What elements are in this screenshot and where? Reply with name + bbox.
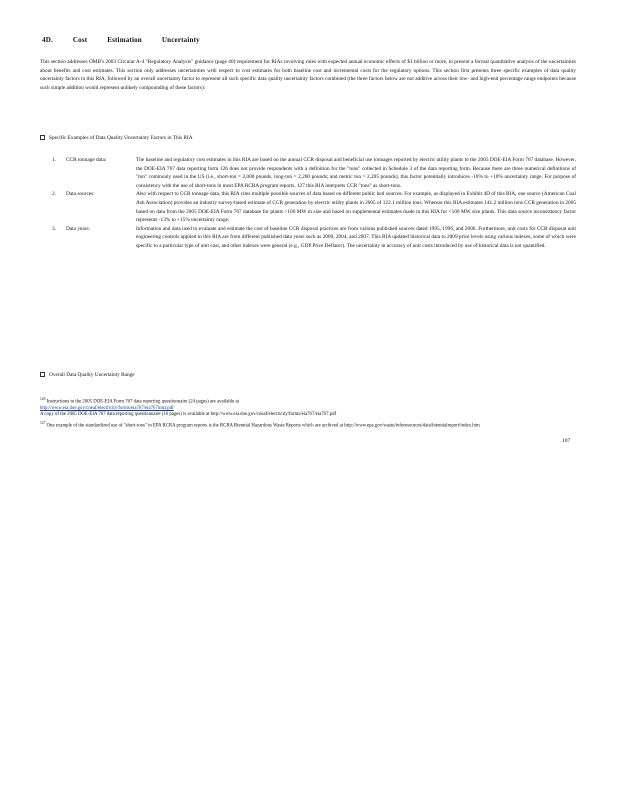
footnote-126: [40, 396, 576, 412]
list-item-number: 2.: [52, 191, 56, 198]
section-title-word-3: Uncertainty: [161, 36, 200, 44]
footnote-mark: 126: [40, 397, 46, 401]
list-item: [52, 225, 576, 251]
list-item-number: 1.: [52, 157, 56, 163]
footnote-continuation: [40, 412, 576, 418]
list-item-label: Data years:: [66, 225, 90, 232]
checkbox-bullet-icon: [40, 372, 45, 377]
list-item: [52, 190, 576, 224]
list-item-text: Information and data used to evaluate and estimate the cost of baseline CCR disposal practices are from various published sources dated 1995, 1996, and 2006. Furthermore, unit costs for CCR disposal unit engineering controls applied in this RIA are from different published data years such as 2000, 2004, and 2007. This RIA updated historical data to 2009 price levels using various indexes, some of which were specific to a particular type of unit cost, and other indexes were general (e.g., GDP Price Deflator). The uncertainty in accuracy of unit costs introduced by use of historical data is not quantified.: [136, 225, 576, 249]
subheading-overall-text: Overall Data Quality Uncertainty Range: [49, 372, 135, 378]
footnote-mark: 127: [40, 421, 46, 425]
page-number: 107: [562, 438, 571, 444]
uncertainty-factor-list: [52, 156, 576, 251]
section-title-word-2: Estimation: [107, 36, 142, 44]
list-item: [52, 156, 576, 190]
footnote-text: A copy of the 2005 DOE-EIA 767 data reporting questionnaire (16 pages) is available at http://www.eia.doe.gov/cneaf/electricity/forms/eia767/eia767.pdf: [40, 412, 337, 417]
list-item-label: CCR tonnage data:: [66, 157, 107, 163]
footnote-text: One example of the standardized use of "short-tons" in EPA RCRA program reports is the RCRA Biennial Hazardous Waste Reports which are archived at http://www.epa.gov/waste/inforesources/data/biennialreport/index.htm: [46, 423, 480, 429]
subheading-specific-text: Specific Examples of Data Quality Uncertainty Factors in This RIA: [49, 135, 193, 141]
footnote-text: Instructions to the 2005 DOE-EIA Form 767 data reporting questionnaire (24 pages) are available at: [46, 399, 239, 405]
list-item-number: 3.: [52, 225, 56, 232]
checkbox-bullet-icon: [40, 135, 45, 140]
list-item-text: Also with respect to CCR tonnage data, this RIA cites multiple possible sources of data based on different public hed sources. For example, as displayed in Exhibit 4D of this RIA, one source (American Coal Ash Association) provides an industry survey-based estimate of CCR generation by electric utility plants in 2005 of 122.1 million tons. Whereas this RIA estimates 141.2 million tons CCR generation in 2005 based on data from the 2005 DOE-EIA Form 767 database for plants >100 MW in size and based on supplemental estimates made in this RIA for <100 MW size plants. This data source inconsistency factor represents -13% to +15% uncertainty range.: [136, 191, 576, 224]
section-heading: [42, 36, 218, 44]
subheading-overall-range: [40, 372, 135, 378]
section-title-word-1: Cost: [72, 36, 88, 44]
section-number: 4D.: [42, 36, 53, 44]
subheading-specific-examples: [40, 135, 193, 141]
list-item-label: Data sources:: [66, 191, 95, 198]
footnote-link[interactable]: http://www.eia.doe.gov/cneaf/electricity/forms/eia767/eia767instr.pdf: [40, 405, 174, 411]
list-item-text: The baseline and regulatory cost estimates in this RIA are based on the annual CCR disposal and beneficial use tonnages reported by electric utility plants to the 2005 DOE-EIA Form 767 database. However, the DOE-EIA 767 data reporting form 126 does not provide respondents with a definition for the "tons" collected in Schedule 3 of the data reporting form. Because there are three numerical definitions of "ton" commonly used in the US (i.e., short-ton = 2,000 pounds, long-ton = 2,200 pounds; and metric ton = 2,205 pounds), this factor potentially introduces -10% to +10% uncertainty range. For purpose of consistency with the use of short-tons in most EPA RCRA program reports, 127 this RIA interprets CCR "tons" as short-tons.: [136, 157, 576, 189]
intro-paragraph: This section addresses OMB's 2003 Circular A-4 "Regulatory Analysis" guidance (page 40) requirement for RIAs involving rules with expected annual economic effects of $1 billion or more, to present a formal quantitative analysis of the uncertainties about benefits and cost estimates. This section only addresses uncertainties with respect to cost estimates for both baseline cost and incremental costs for the regulatory options. This section first presents three specific examples of data quality uncertainty factors in this RIA, followed by an overall uncertainty factor to represent all such specific data quality uncertainty factors combined (the three factors below are not additive across their low- and high-end percentage range endpoints because such simple addition would represent unlikely compounding of these factors):: [40, 59, 576, 91]
footnote-127: [40, 420, 576, 430]
